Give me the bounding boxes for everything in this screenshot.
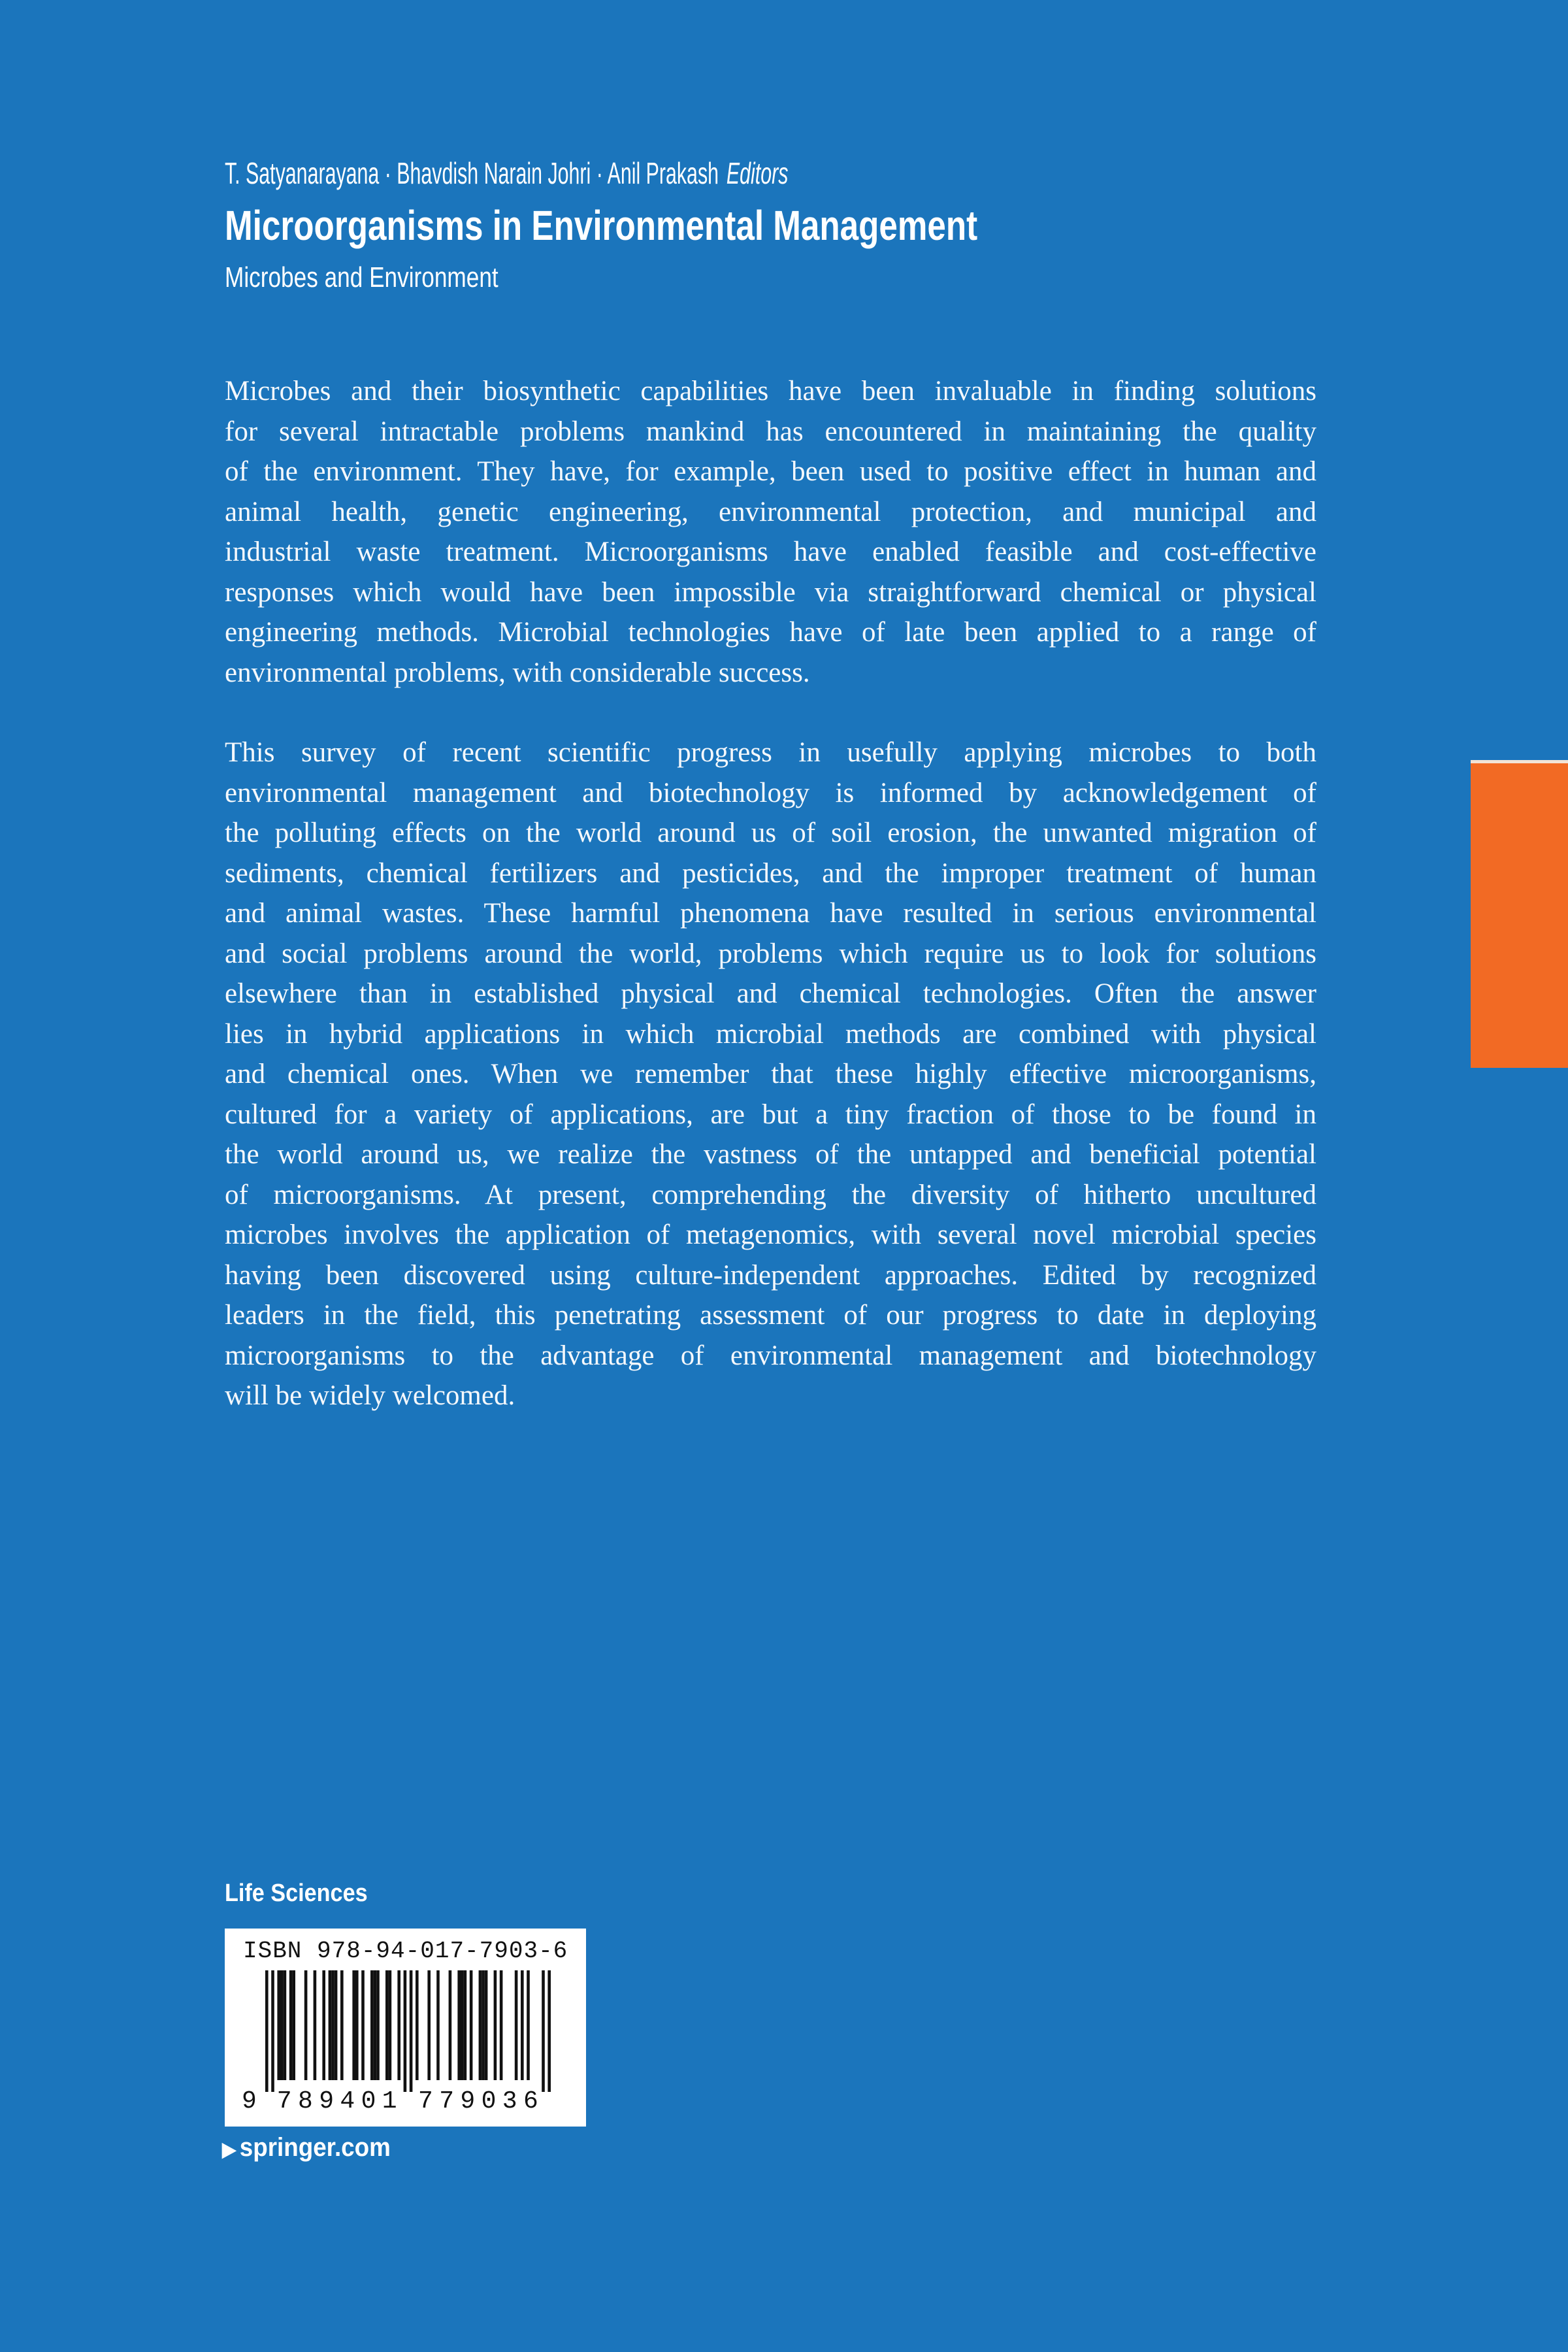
barcode-bar — [500, 1970, 503, 2080]
barcode-bar — [410, 1970, 413, 2092]
editors-line — [225, 156, 788, 191]
barcode-bar — [340, 1970, 344, 2080]
play-triangle-icon: ▶ — [222, 2139, 237, 2161]
text-line: microorganisms to the advantage of environmental management and biotechnology — [225, 1340, 1316, 1371]
barcode-bar — [527, 1970, 530, 2080]
barcode-bar — [331, 1970, 335, 2080]
barcode-bar — [449, 1970, 452, 2080]
barcode-bar — [470, 1970, 473, 2080]
barcode-bar — [397, 1970, 400, 2080]
isbn-barcode-box — [225, 1929, 586, 2127]
text-line: the world around us, we realize the vastness of the untapped and beneficial potential — [225, 1139, 1316, 1170]
text-line: engineering methods. Microbial technologies have of late been applied to a range of — [225, 617, 1316, 648]
barcode-bar — [304, 1970, 308, 2080]
text-line: will be widely welcomed. — [225, 1380, 515, 1411]
barcode-bar — [361, 1970, 365, 2080]
text-line: leaders in the field, this penetrating assessment of our progress to date in deploying — [225, 1300, 1316, 1331]
barcode-digit: 6 — [523, 2087, 538, 2115]
text-line: sediments, chemical fertilizers and pesticides, and the improper treatment of human — [225, 857, 1316, 889]
barcode-bar — [547, 1970, 551, 2092]
barcode-bar — [289, 1970, 293, 2080]
barcode-bar — [436, 1970, 440, 2080]
text-line: for several intractable problems mankind has encountered in maintaining the quality — [225, 416, 1316, 447]
barcode-bar — [485, 1970, 488, 2080]
barcode-bar — [457, 1970, 461, 2080]
description-paragraph-2 — [225, 733, 1316, 1416]
barcode-bar — [314, 1970, 317, 2080]
text-line: and chemical ones. When we remember that these highly effective microorganisms, — [225, 1059, 1316, 1089]
editors-label: Editors — [726, 156, 789, 190]
book-title: Microorganisms in Environmental Management — [225, 202, 978, 249]
barcode-digit: 9 — [460, 2087, 476, 2115]
barcode-bar — [427, 1970, 431, 2080]
barcode-bar — [521, 1970, 524, 2080]
barcode-bar — [355, 1970, 359, 2080]
barcode-bar — [479, 1970, 482, 2080]
barcode-digit: 9 — [319, 2087, 335, 2115]
barcode-bar — [515, 1970, 518, 2080]
author-names: T. Satyanarayana · Bhavdish Narain Johri · Anil Prakash — [225, 156, 719, 190]
description-paragraph-1 — [225, 371, 1316, 693]
text-line: responses which would have been impossible via straightforward chemical or physical — [225, 576, 1316, 608]
barcode-bar — [374, 1970, 377, 2080]
subject-category: Life Sciences — [225, 1880, 368, 1907]
barcode-bar — [280, 1970, 284, 2080]
barcode-bar — [352, 1970, 355, 2080]
barcode-digit: 9 — [242, 2087, 257, 2115]
text-line: of the environment. They have, for example, been used to positive effect in human and — [225, 456, 1316, 487]
barcode-digit: 3 — [502, 2087, 517, 2115]
springer-website: springer.com — [239, 2133, 391, 2162]
barcode-bar — [464, 1970, 467, 2080]
text-line: animal health, genetic engineering, environmental protection, and municipal and — [225, 496, 1316, 527]
text-line: environmental problems, with considerable success. — [225, 657, 810, 688]
barcode-bar — [494, 1970, 497, 2080]
series-subtitle: Microbes and Environment — [225, 261, 498, 293]
text-line: This survey of recent scientific progress in usefully applying microbes to both — [225, 737, 1316, 768]
barcode-bar — [322, 1970, 325, 2080]
text-line: microbes involves the application of metagenomics, with several novel microbial species — [225, 1219, 1316, 1250]
barcode-bar — [370, 1970, 374, 2080]
text-line: environmental management and biotechnology is informed by acknowledgement of — [225, 777, 1316, 808]
barcode-bar — [389, 1970, 392, 2080]
text-line: industrial waste treatment. Microorganisms have enabled feasible and cost-effective — [225, 537, 1316, 567]
text-line: Microbes and their biosynthetic capabilities have been invaluable in finding solutions — [225, 376, 1316, 406]
barcode-bar — [482, 1970, 485, 2080]
isbn-label: ISBN 978-94-017-7903-6 — [243, 1938, 568, 1964]
barcode-bar — [292, 1970, 295, 2080]
barcode-bar — [329, 1970, 332, 2080]
springer-link[interactable] — [222, 2133, 391, 2162]
text-line: having been discovered using culture-independent approaches. Edited by recognized — [225, 1259, 1316, 1291]
orange-color-tab — [1471, 760, 1568, 1068]
barcode-digit: 4 — [340, 2087, 355, 2115]
barcode-digit: 7 — [439, 2087, 455, 2115]
barcode-bar — [284, 1970, 287, 2080]
barcode-bar — [461, 1970, 464, 2080]
barcode-bar — [277, 1970, 280, 2080]
barcode-bar — [335, 1970, 338, 2080]
barcode-bar — [404, 1970, 407, 2092]
barcode-digit: 8 — [298, 2087, 313, 2115]
text-line: elsewhere than in established physical and chemical technologies. Often the answer — [225, 978, 1316, 1009]
barcode — [238, 1970, 578, 2121]
text-line: lies in hybrid applications in which microbial methods are combined with physical — [225, 1018, 1316, 1050]
text-line: and social problems around the world, problems which require us to look for solutions — [225, 938, 1316, 969]
text-line: and animal wastes. These harmful phenomena have resulted in serious environmental — [225, 898, 1316, 929]
barcode-bar — [271, 1970, 274, 2092]
text-line: cultured for a variety of applications, are but a tiny fraction of those to be found in — [225, 1099, 1316, 1130]
barcode-bar — [385, 1970, 389, 2080]
text-line: of microorganisms. At present, comprehending the diversity of hitherto uncultured — [225, 1179, 1316, 1210]
barcode-bar — [376, 1970, 380, 2080]
text-line: the polluting effects on the world around us of soil erosion, the unwanted migration of — [225, 818, 1316, 848]
barcode-digit: 0 — [361, 2087, 376, 2115]
barcode-bar — [416, 1970, 419, 2080]
barcode-digit: 0 — [481, 2087, 497, 2115]
barcode-bar — [265, 1970, 269, 2092]
barcode-digit: 7 — [418, 2087, 433, 2115]
barcode-digit: 1 — [382, 2087, 397, 2115]
barcode-digit: 7 — [276, 2087, 292, 2115]
barcode-bar — [542, 1970, 545, 2092]
